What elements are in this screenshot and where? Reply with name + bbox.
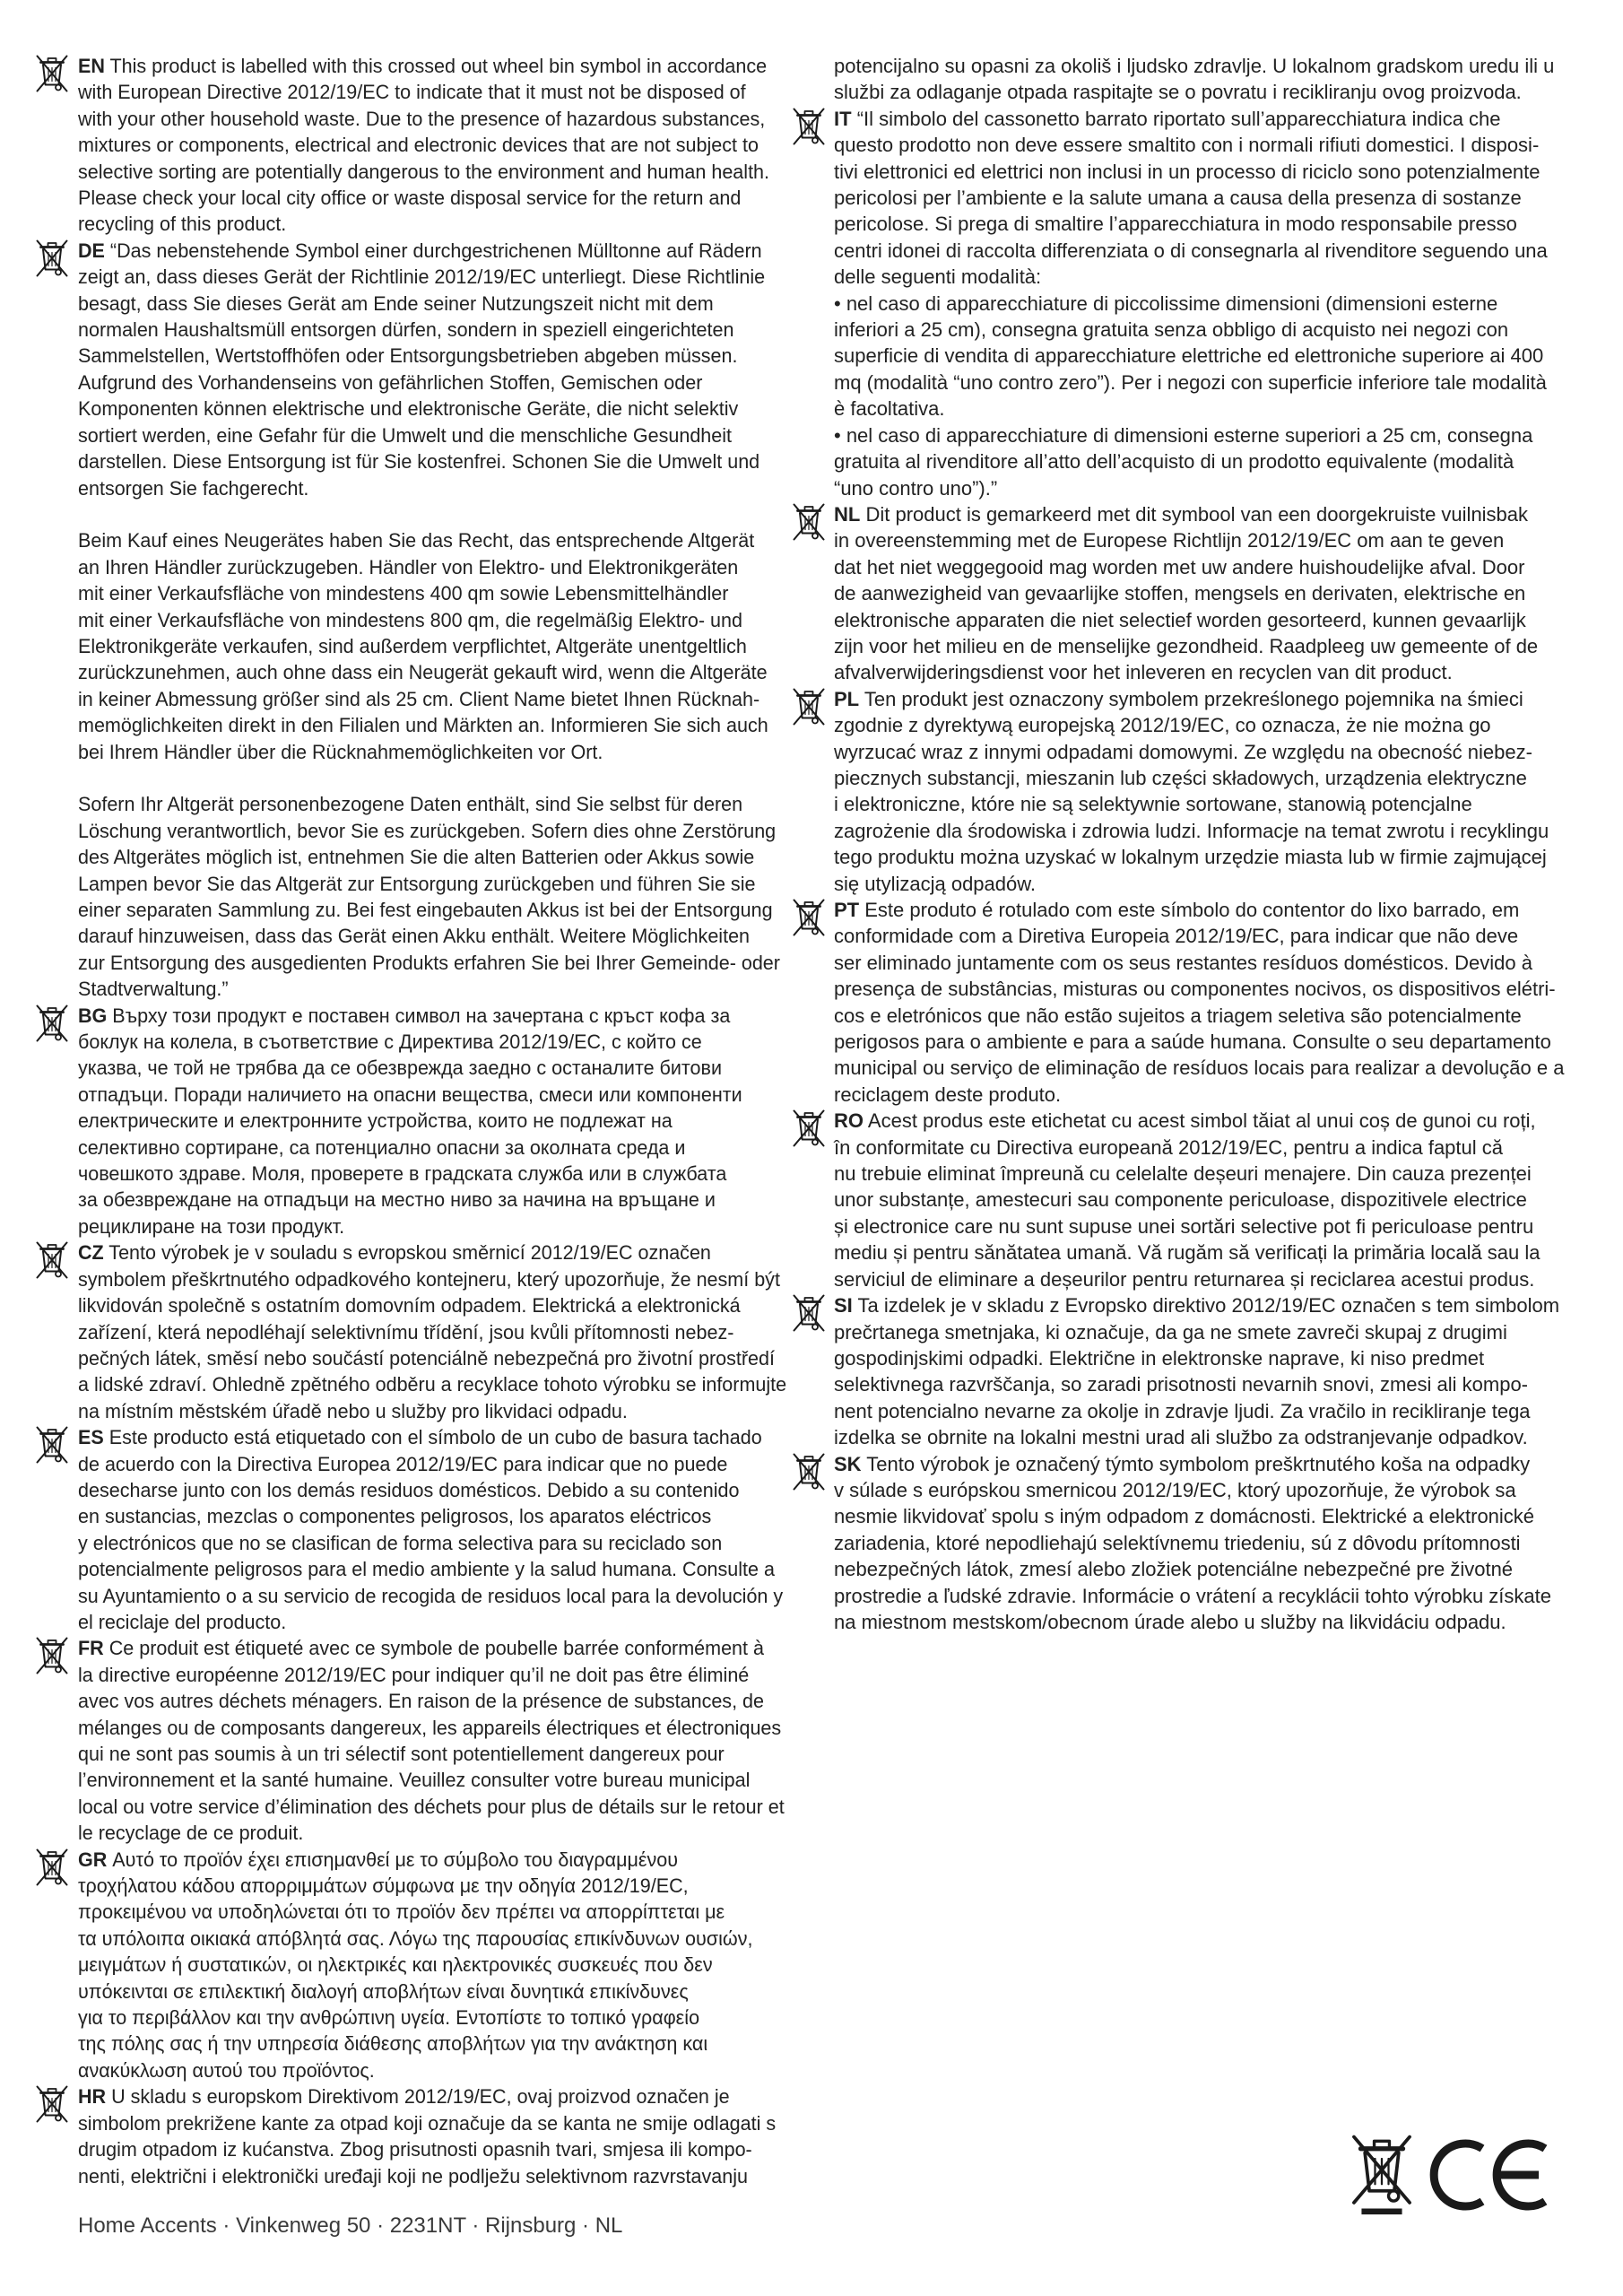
language-code: ES xyxy=(78,1426,104,1449)
notice-paragraph xyxy=(78,2083,777,2189)
notice-paragraph xyxy=(78,1239,787,1424)
disposal-notice-gr xyxy=(78,1847,786,2084)
language-code: CZ xyxy=(78,1241,104,1265)
ce-mark-icon xyxy=(1428,2139,1558,2211)
disposal-notice-bg xyxy=(78,1003,786,1240)
notice-paragraph xyxy=(834,686,1578,897)
notice-text: “Il simbolo del cassonetto barrato riportato sull’apparecchiatura indica che questo prodotto non deve essere smaltito con i normali rifiuti domestici. I disposi- tivi elettronici ed elettrici non inclusi in un processo di riciclo sono potenzialmente pericolosi per l’ambiente e la salute umana a causa della presenza di sostanze pericolose. Si prega di smaltire l’apparecchiatura in modo responsabile presso centri idonei di raccolta differenziata o di consegnarla al rivenditore seguendo una delle seguenti modalità: • nel caso di apparecchiature di piccolissime dimensioni (dimensioni esterne inferiori a 25 cm), consegna gratuita senza obbligo di acquisto nei negozi con superficie di vendita di apparecchiature elettriche ed elettroniche superiore ai 400 mq (modalità “uno contro zero”). Per i negozi con superficie inferiore tale modalità è facoltativa. • nel caso di apparecchiature di dimensioni esterne superiori a 25 cm, consegna gratuita al rivenditore all’atto dell’acquisto di un prodotto equivalente (modalità “uno contro uno”).” xyxy=(834,107,1548,500)
language-code: SK xyxy=(834,1452,862,1475)
language-code: PT xyxy=(834,899,860,921)
crossed-out-wheelie-bin-icon xyxy=(32,1635,72,1676)
crossed-out-wheelie-bin-icon xyxy=(789,686,829,727)
disposal-notice-ro xyxy=(834,1108,1578,1292)
crossed-out-wheelie-bin-icon xyxy=(32,1847,72,1888)
crossed-out-wheelie-bin-icon xyxy=(789,106,829,147)
right-text-column xyxy=(834,53,1578,1635)
disposal-notice-hr xyxy=(78,2083,786,2189)
notice-paragraph xyxy=(834,106,1578,501)
notice-text: Върху този продукт е поставен символ на зачертана с кръст кофа за боклук на колела, в съответствие с Директива 2012/19/EC, с който се указва, че той не трябва да се обезврежда заедно с останалите битови отпадъци. Поради наличието на опасни вещества, смеси или компоненти електрическите и електронните устройства, които не подлежат на селективно сортиране, са потенциално опасни за околната среда и човешкото здраве. Моля, проверете в градската служба или в службата за обезвреждане на отпадъци на местно ниво за начина на връщане и рециклиране на този продукт. xyxy=(78,1004,742,1238)
notice-paragraph xyxy=(78,53,771,238)
language-code: NL xyxy=(834,502,861,526)
notice-text: Tento výrobek je v souladu s evropskou směrnicí 2012/19/EC označen symbolem přeškrtnutého odpadkového kontejneru, který upozorňuje, že nesmí být likvidován společně s ostatním domovním odpadem. Elektrická a elektronická zařízení, která nepodléhají selektivnímu třídění, jsou kvůli přítomnosti nebez- pečných látek, směsí nebo součástí potenciálně nebezpečná pro životní prostředí a lidské zdraví. Ohledně zpětného odběru a recyklace tohoto výrobku se informujte na místním městském úřadě nebo u služby pro likvidaci odpadu. xyxy=(78,1241,787,1422)
crossed-out-wheelie-bin-icon xyxy=(32,1239,72,1281)
company-address-footer: Home Accents · Vinkenweg 50 · 2231NT · Rijnsburg · NL xyxy=(78,2213,623,2238)
notice-paragraph xyxy=(834,501,1578,686)
notice-text: Ta izdelek je v skladu z Evropsko direktivo 2012/19/EC označen s tem simbolom prečrtanega smetnjaka, ki označuje, da ga ne smete zavreči skupaj z drugimi gospodinjskimi odpadki. Električne in elektronske naprave, ki niso predmet selektivnega razvrščanja, so zaradi prisotnosti nevarnih snovi, zmesi ali kompo- nent potencialno nevarne za okolje in zdravje ljudi. Za vračilo in recikliranje tega izdelka se obrnite na lokalni mestni urad ali službo za odstranjevanje odpadkov. xyxy=(834,1294,1560,1449)
left-text-column xyxy=(78,53,786,2189)
language-code: HR xyxy=(78,2085,107,2109)
crossed-out-wheelie-bin-icon xyxy=(32,1003,72,1044)
crossed-out-wheelie-bin-icon xyxy=(32,1424,72,1465)
notice-text: This product is labelled with this crossed out wheel bin symbol in accordance with European Directive 2012/19/EC to indicate that it must not be disposed of with your other household waste. Due to the presence of hazardous substances, mixtures or components, electrical and electronic devices that are not subject to selective sorting are potentially dangerous to the environment and human health. Please check your local city office or waste disposal service for the return and recycling of this product. xyxy=(78,55,770,236)
disposal-notice-en xyxy=(78,53,786,238)
notice-text: “Das nebenstehende Symbol einer durchgestrichenen Mülltonne auf Rädern zeigt an, dass dieses Gerät der Richtlinie 2012/19/EC unterliegt. Diese Richtlinie besagt, dass Sie dieses Gerät am Ende seiner Nutzungszeit nicht mit dem normalen Haushaltsmüll entsorgen dürfen, sondern in speziell eingerichteten Sammelstellen, Wertstoffhöfen oder Entsorgungsbetrieben abgeben müssen. Aufgrund des Vorhandenseins von gefährlichen Stoffen, Gemischen oder Komponenten können elektrische und elektronische Geräte, die nicht selektiv sortiert werden, eine Gefahr für die Umwelt und die menschliche Gesundheit darstellen. Diese Entsorgung ist für Sie kostenfrei. Schonen Sie die Umwelt und entsorgen Sie fachgerecht. Beim Kauf eines Neugerätes haben Sie das Recht, das entsprechende Altgerät an Ihren Händler zurückzugeben. Händler von Elektro- und Elektronikgeräten mit einer Verkaufsfläche von mindestens 400 qm sowie Lebensmittelhändler mit einer Verkaufsfläche von mindestens 800 qm, die regelmäßig Elektro- und Elektronikgeräte verkaufen, sind außerdem verpflichtet, Altgeräte unentgeltlich zurückzunehmen, auch ohne dass ein Neugerät gekauft wird, wenn die Altgeräte in keiner Abmessung größer sind als 25 cm. Client Name bietet Ihnen Rücknah- memöglichkeiten direkt in den Filialen und Märkten an. Informieren Sie sich auch bei Ihrem Händler über die Rücknahmemöglichkeiten vor Ort. Sofern Ihr Altgerät personenbezogene Daten enthält, sind Sie selbst für deren Löschung verantwortlich, bevor Sie es zurückgeben. Sofern dies ohne Zerstörung des Altgerätes möglich ist, entnehmen Sie die alten Batterien oder Akkus sowie Lampen bevor Sie das Altgerät zur Entsorgung zurückgeben und führen Sie sie einer separaten Sammlung zu. Bei fest eingebauten Akkus ist bei der Entsorgung darauf hinzuweisen, dass das Gerät einen Akku enthält. Weitere Möglichkeiten zur Entsorgung des ausgedienten Produkts erfahren Sie bei Ihrer Gemeinde- oder Stadtverwaltung.” xyxy=(78,239,780,1001)
disposal-notice-nl xyxy=(834,501,1578,686)
crossed-out-wheelie-bin-icon xyxy=(1343,2131,1420,2215)
notice-text: Ce produit est étiqueté avec ce symbole de poubelle barrée conformément à la directive européenne 2012/19/EC pour indiquer qu’il ne doit pas être éliminé avec vos autres déchets ménagers. En raison de la présence de substances, de mélanges ou de composants dangereux, les appareils électriques et électroniques qui ne sont pas soumis à un tri sélectif sont potentiellement dangereux pour l’environnement et la santé humaine. Veuillez consulter votre bureau municipal local ou votre service d’élimination des déchets pour plus de détails sur le retour et le recyclage de ce produit. xyxy=(78,1637,785,1845)
disposal-notice-it xyxy=(834,106,1578,501)
notice-text: U skladu s europskom Direktivom 2012/19/EC, ovaj proizvod označen je simbolom prekrižene kante za otpad koji označuje da se kanta ne smije odlagati s drugim otpadom iz kućanstva. Zbog prisutnosti opasnih tvari, smjesa ili kompo- nenti, električni i elektronički uređaji koji ne podlježu selektivnom razvrstavanju xyxy=(78,2085,777,2187)
crossed-out-wheelie-bin-icon xyxy=(789,1108,829,1149)
disposal-notice-pt xyxy=(834,897,1578,1108)
notice-paragraph xyxy=(78,1635,785,1846)
language-code: EN xyxy=(78,55,105,77)
disposal-notice-pl xyxy=(834,686,1578,897)
notice-paragraph xyxy=(78,1424,784,1635)
language-code: FR xyxy=(78,1637,104,1660)
notice-text: Este produto é rotulado com este símbolo do contentor do lixo barrado, em conformidade com a Diretiva Europeia 2012/19/EC, para indicar que não deve ser eliminado juntamente com os seus restantes resíduos domésticos. Devido à presença de substâncias, misturas ou componentes nocivos, os dispositivos elétri- cos e eletrónicos que não estão sujeitos a triagem seletiva são potencialmente perigosos para o ambiente e para a saúde humana. Consulte o seu departamento municipal ou serviço de eliminação de resíduos locais para realizar a devolução e a reciclagem deste produto. xyxy=(834,899,1565,1106)
disposal-notice-cz xyxy=(78,1239,786,1424)
crossed-out-wheelie-bin-icon xyxy=(789,897,829,938)
notice-paragraph xyxy=(834,1292,1578,1450)
notice-paragraph xyxy=(78,238,780,1003)
notice-text: potencijalno su opasni za okoliš i ljudsko zdravlje. U lokalnom gradskom uredu ili u službi za odlaganje otpada raspitajte se o povratu i recikliranju ovog proizvoda. xyxy=(834,55,1555,104)
notice-text: Αυτό το προϊόν έχει επισημανθεί με το σύμβολο του διαγραμμένου τροχήλατου κάδου απορριμμάτων σύμφωνα με την οδηγία 2012/19/EC, προκειμένου να υποδηλώνεται ότι το προϊόν δεν πρέπει να απορρίπτεται με τα υπόλοιπα οικιακά απόβλητά σας. Λόγω της παρουσίας επικίνδυνων ουσιών, μειγμάτων ή συστατικών, οι ηλεκτρικές και ηλεκτρονικές συσκευές που δεν υπόκεινται σε επιλεκτική διαλογή αποβλήτων είναι δυνητικά επικίνδυνες για το περιβάλλον και την ανθρώπινη υγεία. Εντοπίστε το τοπικό γραφείο της πόλης σας ή την υπηρεσία διάθεσης αποβλήτων για την ανάκτηση και ανακύκλωση αυτού του προϊόντος. xyxy=(78,1848,753,2082)
language-code: GR xyxy=(78,1848,108,1871)
notice-text: Ten produkt jest oznaczony symbolem przekreślonego pojemnika na śmieci zgodnie z dyrektywą europejską 2012/19/EC, co oznacza, że nie można go wyrzucać wraz z innymi odpadami domowymi. Ze względu na obecność niebez- piecznych substancji, mieszanin lub części składowych, urządzenia elektryczne i elektroniczne, które nie są selektywnie sortowane, stanowią potencjalne zagrożenie dla środowiska i zdrowia ludzi. Informacje na temat zwrotu i recyklingu tego produktu można uzyskać w lokalnym urzędzie miasta lub w firmie zajmującej się utylizacją odpadów. xyxy=(834,687,1549,895)
crossed-out-wheelie-bin-icon xyxy=(32,238,72,279)
language-code: IT xyxy=(834,107,852,130)
language-code: RO xyxy=(834,1109,864,1133)
language-code: BG xyxy=(78,1004,108,1027)
notice-paragraph xyxy=(834,1108,1578,1292)
crossed-out-wheelie-bin-icon xyxy=(789,501,829,543)
notice-text: Dit product is gemarkeerd met dit symbool van een doorgekruiste vuilnisbak in overeenstemming met de Europese Richtlijn 2012/19/EC om aan te geven dat het niet weggegooid mag worden met uw andere huishoudelijke afval. Door de aanwezigheid van gevaarlijke stoffen, mengsels en derivaten, elektrische en elektronische apparaten die niet selectief worden gesorteerd, kunnen gevaarlijk zijn voor het milieu en de menselijke gezondheid. Raadpleeg uw gemeente of de afvalverwijderingsdienst voor het inleveren en recyclen van dit product. xyxy=(834,502,1539,684)
disposal-notice-continued xyxy=(834,53,1578,106)
notice-paragraph xyxy=(834,897,1578,1108)
notice-text: Tento výrobok je označený týmto symbolom preškrtnutého koša na odpadky v súlade s európskou smernicou 2012/19/EC, ktorý upozorňuje, že výrobok sa nesmie likvidovať spolu s iným odpadom z domácnosti. Elektrické a elektronické zariadenia, ktoré nepodliehajú selektívnemu triedeniu, sú z dôvodu prítomnosti nebezpečných látok, zmesí alebo zložiek potenciálne nebezpečné pre životné prostredie a ľudské zdravie. Informácie o vrátení a recyklácii tohto výrobku získate na miestnom mestskom/obecnom úrade alebo u služby na likvidáciu odpadu. xyxy=(834,1452,1552,1633)
notice-paragraph xyxy=(78,1003,771,1240)
crossed-out-wheelie-bin-icon xyxy=(32,2083,72,2125)
crossed-out-wheelie-bin-icon xyxy=(789,1292,829,1334)
crossed-out-wheelie-bin-icon xyxy=(789,1451,829,1492)
disposal-notice-de xyxy=(78,238,786,1003)
notice-text: Acest produs este etichetat cu acest simbol tăiat al unui coș de gunoi cu roți, în conformitate cu Directiva europeană 2012/19/EC, pentru a indica faptul că nu trebuie eliminat împreună cu celelalte deșeuri menajere. Din cauza prezenței unor substanțe, amestecuri sau componente periculoase, dispozitivele electrice și electronice care nu sunt supuse unei sortări selective pot fi periculoase pentru mediu și pentru sănătatea umană. Vă rugăm să verificați la primăria locală sau la serviciul de eliminare a deșeurilor pentru returnarea și reciclarea acestui produs. xyxy=(834,1109,1541,1291)
notice-paragraph xyxy=(78,1847,771,2084)
notice-paragraph xyxy=(834,1451,1578,1636)
crossed-out-wheelie-bin-icon xyxy=(32,53,72,94)
disposal-notice-fr xyxy=(78,1635,786,1846)
notice-paragraph xyxy=(834,53,1578,106)
language-code: SI xyxy=(834,1294,853,1318)
notice-text: Este producto está etiquetado con el símbolo de un cubo de basura tachado de acuerdo con la Directiva Europea 2012/19/EC para indicar que no puede desecharse junto con los demás residuos domésticos. Debido a su contenido en sustancias, mezclas o componentes peligrosos, los aparatos eléctricos y electrónicos que no se clasifican de forma selectiva para su reciclado son potencialmente peligrosos para el medio ambiente y la salud humana. Consulte a su Ayuntamiento o a su servicio de recogida de residuos local para la devolución y el reciclaje del producto. xyxy=(78,1426,784,1633)
disposal-notice-sk xyxy=(834,1451,1578,1636)
disposal-notice-es xyxy=(78,1424,786,1635)
disposal-notice-si xyxy=(834,1292,1578,1450)
language-code: PL xyxy=(834,687,860,710)
language-code: DE xyxy=(78,239,105,262)
